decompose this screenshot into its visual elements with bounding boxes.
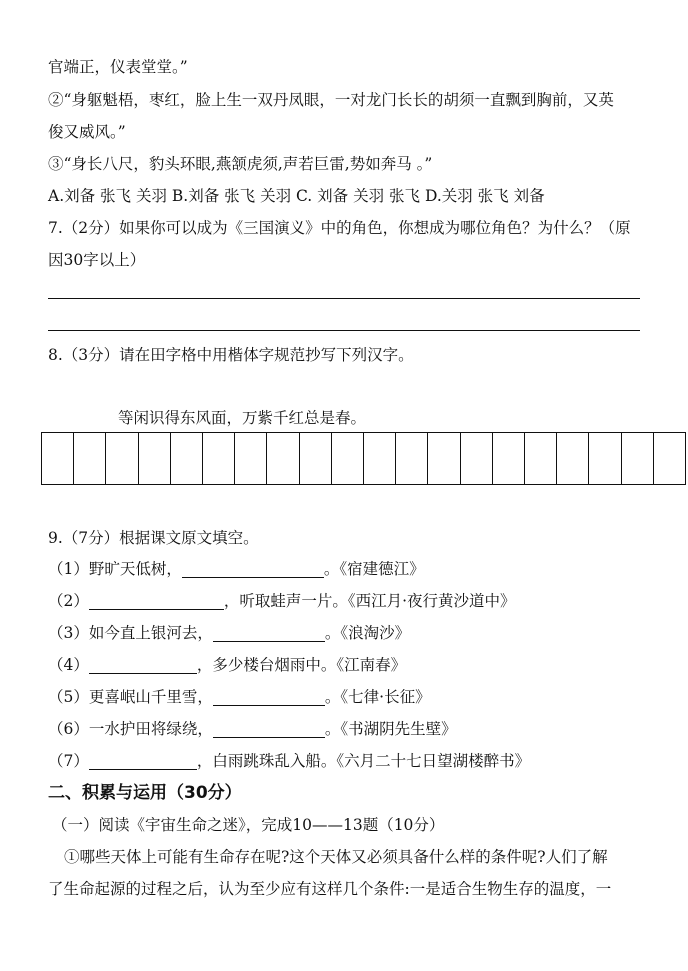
fill-blank[interactable] (213, 691, 325, 706)
grid-cell[interactable] (428, 433, 460, 484)
item-post-text: ，白雨跳珠乱入船。《六月二十七日望湖楼醉书》 (196, 752, 531, 770)
fill-blank[interactable] (182, 563, 324, 578)
grid-cell[interactable] (42, 433, 74, 484)
item-post-text: 。《书湖阴先生壁》 (324, 720, 457, 738)
grid-cell[interactable] (74, 433, 106, 484)
grid-cell[interactable] (106, 433, 138, 484)
q9-item-2 (48, 594, 516, 610)
item-number: （1） (48, 560, 89, 578)
grid-cell[interactable] (235, 433, 267, 484)
fill-blank[interactable] (89, 595, 224, 610)
q7-answer-line-1[interactable] (48, 298, 640, 299)
passage-paragraph-1-line1: ①哪些天体上可能有生命存在呢?这个天体又必须具备什么样的条件呢?人们了解 (64, 848, 608, 866)
q6-answer-choices: A.刘备 张飞 关羽 B.刘备 张飞 关羽 C. 刘备 关羽 张飞 D.关羽 张飞 刘备 (48, 187, 545, 205)
grid-cell[interactable] (654, 433, 685, 484)
item-number: （4） (48, 656, 89, 674)
q9-item-7 (48, 754, 530, 770)
q6-option-2-line1: ②“身躯魁梧，枣红，脸上生一双丹凤眼，一对龙门长长的胡须一直飘到胸前，又英 (48, 91, 614, 109)
q9-item-6 (48, 722, 457, 738)
grid-cell[interactable] (461, 433, 493, 484)
section-2-heading: 二、积累与运用（30分） (48, 783, 242, 803)
fill-blank[interactable] (213, 723, 325, 738)
q9-item-3 (48, 626, 410, 642)
reading-instructions: （一）阅读《宇宙生命之迷》，完成10——13题（10分） (52, 816, 445, 834)
q9-item-5 (48, 690, 431, 706)
grid-cell[interactable] (203, 433, 235, 484)
item-post-text: ，多少楼台烟雨中。《江南春》 (196, 656, 407, 674)
item-number: （7） (48, 752, 89, 770)
grid-cell[interactable] (589, 433, 621, 484)
q9-item-4 (48, 658, 406, 674)
grid-cell[interactable] (525, 433, 557, 484)
item-pre-text: 如今直上银河去， (88, 624, 213, 642)
fill-blank[interactable] (89, 755, 197, 770)
grid-cell[interactable] (364, 433, 396, 484)
q8-prompt: 8.（3分）请在田字格中用楷体字规范抄写下列汉字。 (48, 346, 414, 364)
grid-cell[interactable] (171, 433, 203, 484)
grid-cell[interactable] (139, 433, 171, 484)
fill-blank[interactable] (89, 659, 197, 674)
grid-cell[interactable] (396, 433, 428, 484)
tianzige-grid[interactable] (41, 432, 686, 485)
item-number: （6） (48, 720, 89, 738)
grid-cell[interactable] (493, 433, 525, 484)
q6-option-3: ③“身长八尺，豹头环眼,燕颔虎须,声若巨雷,势如奔马 。” (48, 155, 433, 173)
q7-prompt-line2: 因30字以上） (48, 251, 146, 269)
grid-cell[interactable] (332, 433, 364, 484)
item-number: （3） (48, 624, 89, 642)
passage-paragraph-1-line2: 了生命起源的过程之后，认为至少应有这样几个条件:一是适合生物生存的温度，一 (48, 880, 612, 898)
q9-prompt: 9.（7分）根据课文原文填空。 (48, 529, 259, 547)
item-post-text: 。《浪淘沙》 (324, 624, 411, 642)
item-pre-text: 野旷天低树， (88, 560, 182, 578)
item-pre-text: 一水护田将绿绕， (88, 720, 213, 738)
q6-option-2-line2: 俊又威风。” (48, 123, 126, 141)
grid-cell[interactable] (622, 433, 654, 484)
item-number: （5） (48, 688, 89, 706)
fill-blank[interactable] (213, 627, 325, 642)
q7-prompt-line1: 7.（2分）如果你可以成为《三国演义》中的角色，你想成为哪位角色？为什么？（原 (48, 219, 631, 237)
grid-cell[interactable] (557, 433, 589, 484)
q6-tail-text: 官端正，仪表堂堂。” (48, 58, 188, 76)
grid-cell[interactable] (267, 433, 299, 484)
q9-item-1 (48, 562, 425, 578)
item-number: （2） (48, 592, 89, 610)
q8-poem-line: 等闲识得东风面，万紫千红总是春。 (118, 409, 367, 427)
item-post-text: 。《七律·长征》 (324, 688, 431, 706)
q7-answer-line-2[interactable] (48, 330, 640, 331)
grid-cell[interactable] (300, 433, 332, 484)
item-post-text: 。《宿建德江》 (323, 560, 425, 578)
item-post-text: ，听取蛙声一片。《西江月·夜行黄沙道中》 (223, 592, 516, 610)
item-pre-text: 更喜岷山千里雪， (88, 688, 213, 706)
